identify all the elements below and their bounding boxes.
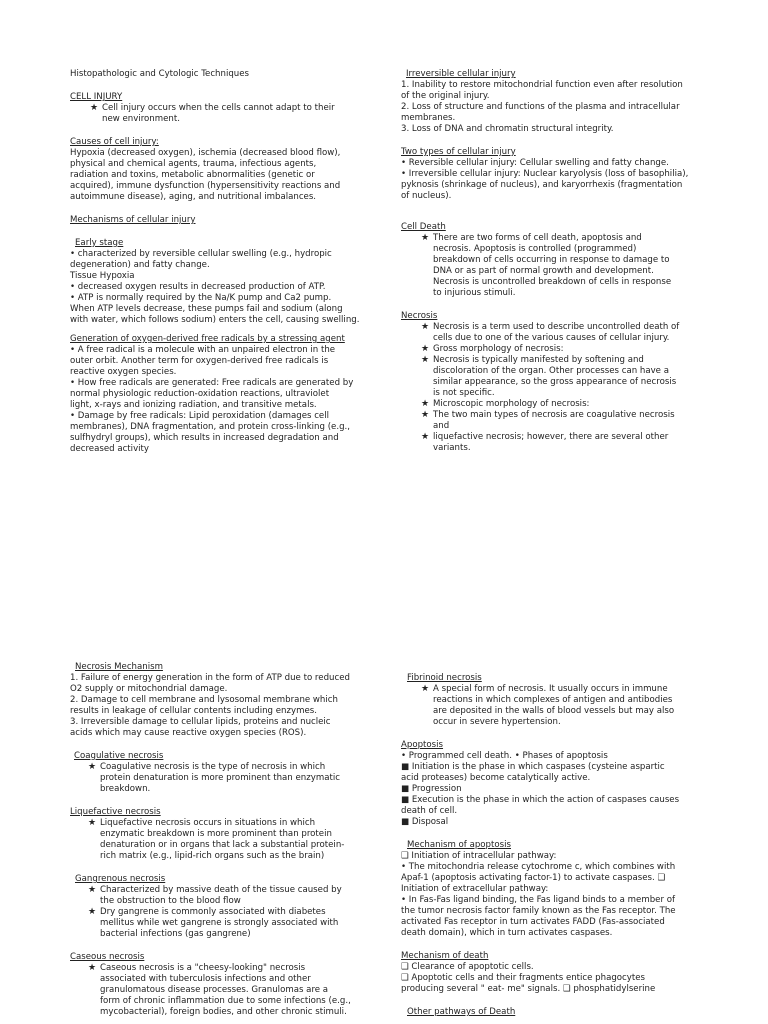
star-icon: ★ [420, 344, 430, 354]
mechanism-death-body: ❑ Clearance of apoptotic cells. ❑ Apoptotic cells and their fragments entice phagocytes producing several " eat- me" signals. ❑ phosphatidylserine [401, 962, 656, 994]
mechanism-apoptosis-body: ❑ Initiation of intracellular pathway: • The mitochondria release cytochrome c, which combines with Apaf-1 (apoptosis activating factor-1) to activate caspases. ❑ Initiation of extracellular pathway: • In Fas-Fas ligand binding, the Fas ligand binds to a member of the tumor necrosis factor family known as the Fas receptor. The activated Fas receptor in turn activates FADD (Fas-associated death domain), which in turn activates caspases. [401, 851, 676, 938]
fibrinoid-heading: Fibrinoid necrosis [407, 673, 482, 683]
document-title: Histopathologic and Cytologic Techniques [70, 69, 249, 79]
right-column-bottom [401, 673, 706, 1018]
necrosis-bullet: ★ The two main types of necrosis are coagulative necrosis and [417, 410, 706, 432]
early-stage-body: • characterized by reversible cellular swelling (e.g., hydropic degeneration) and fatty change. Tissue Hypoxia • decreased oxygen results in decreased production of ATP. • ATP is normally required by the Na/K pump and Ca2 pump. When ATP levels decrease, these pumps fail and sodium (along with water, which follows sodium) enters the cell, causing swelling. [70, 249, 360, 325]
necrosis-bullet: ★ Necrosis is a term used to describe uncontrolled death of cells due to one of the various causes of cellular injury. [417, 322, 706, 344]
gangrenous-bullet: ★ Dry gangrene is commonly associated with diabetes mellitus while wet gangrene is strongly associated with bacterial infections (gas gangrene) [84, 907, 370, 940]
causes-heading: Causes of cell injury: [70, 137, 159, 147]
caseous-bullet: ★ Caseous necrosis is a "cheesy-looking" necrosis associated with tuberculosis infections and other granulomatous disease processes. Granulomas are a form of chronic inflammation due to some infections (e.g., mycobacterial), foreign bodies, and other chronic stimuli. [84, 963, 370, 1018]
necrosis-mechanism-heading: Necrosis Mechanism [75, 662, 163, 672]
necrosis-bullet: ★ Gross morphology of necrosis: [417, 344, 706, 355]
necrosis-heading: Necrosis [401, 311, 438, 321]
irreversible-body: 1. Inability to restore mitochondrial function even after resolution of the original injury. 2. Loss of structure and functions of the plasma and intracellular membranes. 3. Loss of DNA and chromatin structural integrity. [401, 80, 683, 134]
left-column-bottom [70, 662, 370, 1018]
star-icon: ★ [420, 233, 430, 243]
two-types-body: • Reversible cellular injury: Cellular swelling and fatty change. • Irreversible cellular injury: Nuclear karyolysis (loss of basophilia), pyknosis (shrinkage of nucleus), and karyorrhexis (fragmentation of nucleus). [401, 158, 689, 201]
coagulative-heading: Coagulative necrosis [74, 751, 164, 761]
two-types-heading: Two types of cellular injury [401, 147, 516, 157]
star-icon: ★ [87, 963, 97, 973]
free-radicals-body: • A free radical is a molecule with an unpaired electron in the outer orbit. Another term for oxygen-derived free radicals is reactive oxygen species. • How free radicals are generated: Free radicals are generated by normal physiologic reduction-oxidation reactions, ultraviolet light, x-rays and ionizing radiation, and transitive metals. • Damage by free radicals: Lipid peroxidation (damages cell membranes), DNA fragmentation, and protein cross-linking (e.g., sulfhydryl groups), which results in increased degradation and decreased activity [70, 345, 354, 454]
necrosis-bullet: ★ Necrosis is typically manifested by softening and discoloration of the organ. Other processes can have a similar appearance, so the gross appearance of necrosis is not specific. [417, 355, 706, 399]
necrosis-bullet: ★ Microscopic morphology of necrosis: [417, 399, 706, 410]
star-icon: ★ [420, 355, 430, 365]
star-icon: ★ [87, 762, 97, 772]
mechanism-death-heading: Mechanism of death [401, 951, 489, 961]
star-icon: ★ [87, 907, 97, 917]
mechanism-apoptosis-heading: Mechanism of apoptosis [407, 840, 511, 850]
cell-death-heading: Cell Death [401, 222, 446, 232]
apoptosis-body: • Programmed cell death. • Phases of apoptosis ■ Initiation is the phase in which caspases (cysteine aspartic acid proteases) become catalytically active. ■ Progression ■ Execution is the phase in which the action of caspases causes death of cell. ■ Disposal [401, 751, 680, 827]
gangrenous-bullet: ★ Characterized by massive death of the tissue caused by the obstruction to the blood flow [84, 885, 370, 907]
gangrenous-heading: Gangrenous necrosis [75, 874, 166, 884]
cell-injury-heading: CELL INJURY [70, 92, 123, 102]
left-column-top [70, 69, 370, 455]
mechanisms-heading: Mechanisms of cellular injury [70, 215, 196, 225]
liquefactive-heading: Liquefactive necrosis [70, 807, 161, 817]
necrosis-mechanism-body: 1. Failure of energy generation in the form of ATP due to reduced O2 supply or mitochondrial damage. 2. Damage to cell membrane and lysosomal membrane which results in leakage of cellular contents including enzymes. 3. Irreversible damage to cellular lipids, proteins and nucleic acids which may cause reactive oxygen species (ROS). [70, 673, 350, 738]
cell-injury-bullet: ★ Cell injury occurs when the cells cannot adapt to their new environment. [86, 103, 370, 125]
apoptosis-heading: Apoptosis [401, 740, 444, 750]
caseous-heading: Caseous necrosis [70, 952, 145, 962]
necrosis-bullet: ★ liquefactive necrosis; however, there are several other variants. [417, 432, 706, 454]
fibrinoid-bullet: ★ A special form of necrosis. It usually occurs in immune reactions in which complexes of antigen and antibodies are deposited in the walls of blood vessels but may also occur in severe hypertension. [417, 684, 706, 728]
star-icon: ★ [420, 399, 430, 409]
coagulative-bullet: ★ Coagulative necrosis is the type of necrosis in which protein denaturation is more prominent than enzymatic breakdown. [84, 762, 370, 795]
star-icon: ★ [420, 432, 430, 442]
star-icon: ★ [420, 410, 430, 420]
star-icon: ★ [89, 103, 99, 113]
free-radicals-heading: Generation of oxygen-derived free radicals by a stressing agent [70, 334, 345, 344]
star-icon: ★ [87, 818, 97, 828]
star-icon: ★ [87, 885, 97, 895]
star-icon: ★ [420, 684, 430, 694]
star-icon: ★ [420, 322, 430, 332]
right-column-top [401, 69, 706, 454]
irreversible-heading: Irreversible cellular injury [406, 69, 516, 79]
causes-body: Hypoxia (decreased oxygen), ischemia (decreased blood flow), physical and chemical agents, trauma, infectious agents, radiation and toxins, metabolic abnormalities (genetic or acquired), immune dysfunction (hypersensitivity reactions and autoimmune disease), aging, and nutritional imbalances. [70, 148, 341, 202]
other-pathways-heading: Other pathways of Death [407, 1007, 516, 1017]
early-stage-heading: Early stage [75, 238, 124, 248]
liquefactive-bullet: ★ Liquefactive necrosis occurs in situations in which enzymatic breakdown is more prominent than protein denaturation or in organs that lack a substantial protein- rich matrix (e.g., lipid-rich organs such as the brain) [84, 818, 370, 862]
cell-death-bullet: ★ There are two forms of cell death, apoptosis and necrosis. Apoptosis is controlled (programmed) breakdown of cells occurring in response to damage to DNA or as part of normal growth and development. Necrosis is uncontrolled breakdown of cells in response to injurious stimuli. [417, 233, 706, 299]
